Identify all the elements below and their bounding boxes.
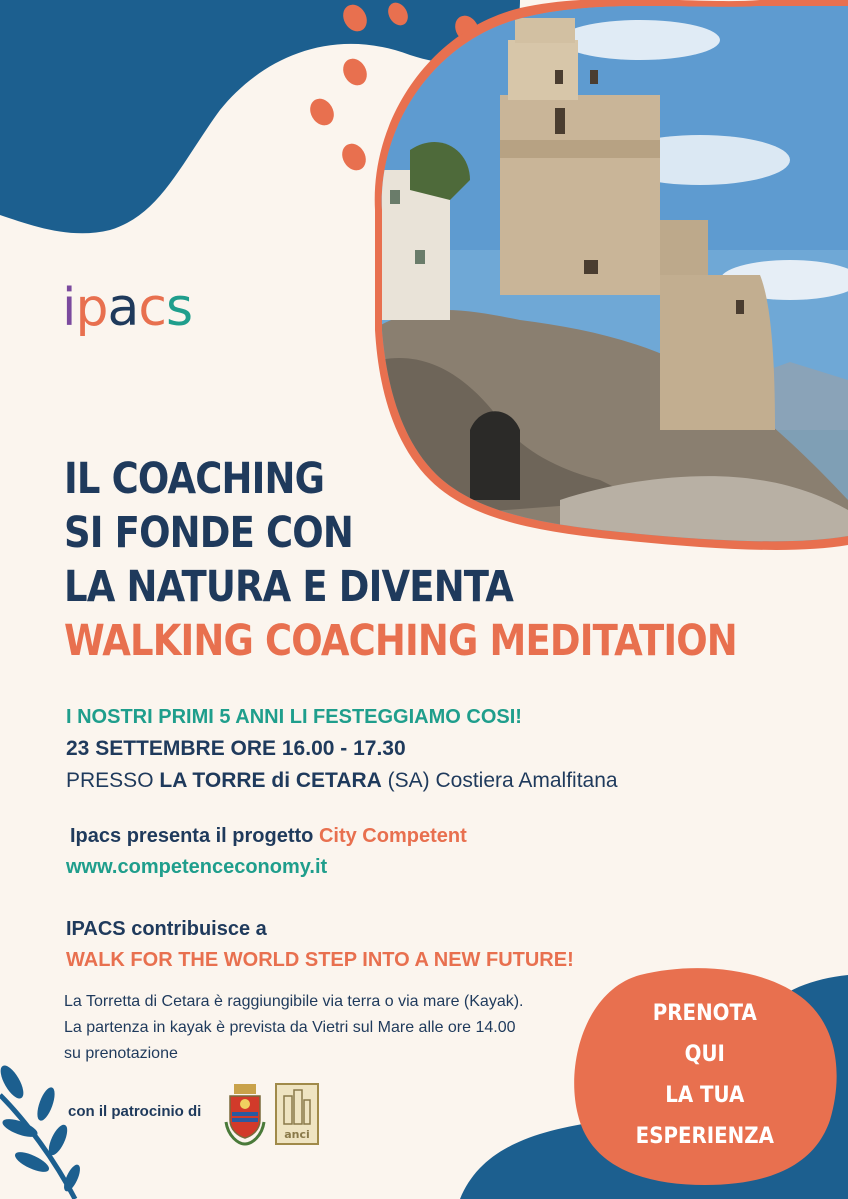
info-line-3: su prenotazione [64,1045,178,1062]
headline-line-2: SI FONDE CON [64,508,353,558]
leaf-branch-decoration [0,1063,82,1199]
event-datetime: 23 SETTEMBRE ORE 16.00 - 17.30 [66,737,406,760]
website-link[interactable]: www.competenceconomy.it [66,856,328,878]
info-line-1: La Torretta di Cetara è raggiungibile via terra o via mare (Kayak). [64,993,524,1010]
cta-line-4: ESPERIENZA [635,1124,775,1149]
cta-text [636,993,774,1157]
event-location [66,769,618,793]
cta-line-3: LA TUA [665,1083,745,1108]
ipacs-logo [62,278,193,338]
location-prefix: PRESSO [66,769,160,792]
location-suffix: (SA) Costiera Amalfitana [381,769,618,792]
contribution-slogan: WALK FOR THE WORLD STEP INTO A NEW FUTURE! [66,949,574,971]
project-intro [70,825,467,848]
logo-letter-i: i [62,278,76,338]
book-experience-button[interactable] [570,975,840,1175]
headline-line-1: IL COACHING [64,454,325,504]
logo-letter-s: s [165,278,193,338]
cta-line-2: QUI [684,1042,726,1067]
logo-letter-c: c [138,278,166,338]
logo-letter-p: p [75,278,108,338]
celebration-text: I NOSTRI PRIMI 5 ANNI LI FESTEGGIAMO COSI! [66,706,522,728]
project-name: City Competent [318,825,467,847]
contribution-intro: IPACS contribuisce a [66,918,267,940]
anci-logo [274,1082,320,1146]
info-line-2: La partenza in kayak è prevista da Vietri sul Mare alle ore 14.00 [64,1019,516,1036]
headline [64,452,737,668]
municipality-crest-icon [222,1082,268,1146]
headline-line-3: LA NATURA E DIVENTA [64,562,514,612]
patronage-label: con il patrocinio di [68,1103,202,1120]
headline-accent-line: WALKING COACHING MEDITATION [64,616,737,666]
project-intro-text: Ipacs presenta il progetto [70,825,319,847]
cta-line-1: PRENOTA [652,1001,757,1026]
location-name: LA TORRE di CETARA [159,769,382,792]
anci-logo-text: anci [284,1128,310,1141]
logo-letter-a: a [107,278,139,338]
